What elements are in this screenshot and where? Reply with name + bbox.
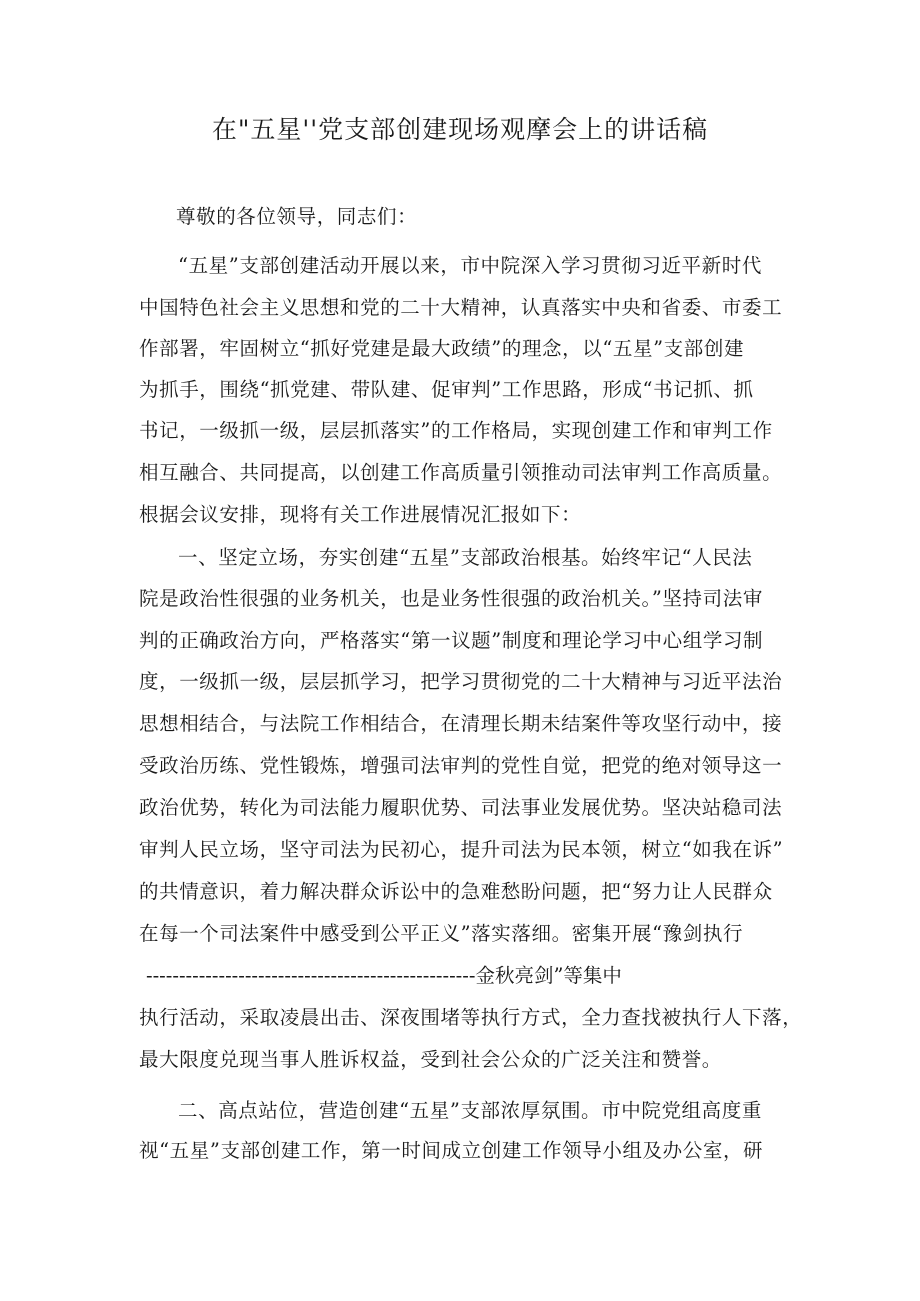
body-line: “五星”支部创建活动开展以来，市中院深入学习贯彻习近平新时代	[178, 254, 762, 277]
body-line: 执行活动，采取凌晨出击、深夜围堵等执行方式，全力查找被执行人下落，	[139, 1006, 803, 1029]
body-line: 一、坚定立场，夯实创建“五星”支部政治根基。始终牢记“人民法	[178, 546, 753, 569]
body-line: 最大限度兑现当事人胜诉权益，受到社会公众的广泛关注和赞誉。	[139, 1048, 722, 1071]
document-title: 在"五星''党支部创建现场观摩会上的讲话稿	[211, 115, 709, 144]
body-line: 度，一级抓一级，层层抓学习，把学习贯彻党的二十大精神与习近平法治	[139, 670, 783, 693]
body-line: 根据会议安排，现将有关工作进展情况汇报如下：	[139, 503, 582, 526]
body-line: --------------------------------------------------金秋亮剑”等集中	[146, 964, 622, 987]
body-line: 在每一个司法案件中感受到公平正义”落实落细。密集开展“豫剑执行	[139, 922, 744, 945]
salutation-line: 尊敬的各位领导，同志们：	[176, 205, 418, 228]
body-line: 院是政治性很强的业务机关，也是业务性很强的政治机关。”坚持司法审	[139, 587, 763, 610]
body-line: 作部署，牢固树立“抓好党建是最大政绩”的理念，以“五星”支部创建	[139, 337, 745, 360]
body-line: 思想相结合，与法院工作相结合，在清理长期未结案件等攻坚行动中，接	[139, 712, 783, 735]
body-line: 书记，一级抓一级，层层抓落实”的工作格局，实现创建工作和审判工作	[139, 419, 773, 442]
body-line: 为抓手，围绕“抓党建、带队建、促审判”工作思路，形成“书记抓、抓	[139, 378, 754, 401]
body-line: 政治优势，转化为司法能力履职优势、司法事业发展优势。坚决站稳司法	[139, 796, 783, 819]
body-line: 的共情意识，着力解决群众诉讼中的急难愁盼问题，把“努力让人民群众	[139, 880, 773, 903]
body-line: 判的正确政治方向，严格落实“第一议题”制度和理论学习中心组学习制	[139, 629, 764, 652]
body-line: 相互融合、共同提高，以创建工作高质量引领推动司法审判工作高质量。	[139, 461, 783, 484]
body-line: 中国特色社会主义思想和党的二十大精神，认真落实中央和省委、市委工	[139, 296, 783, 319]
body-line: 视“五星”支部创建工作，第一时间成立创建工作领导小组及办公室，研	[139, 1139, 764, 1162]
body-line: 受政治历练、党性锻炼，增强司法审判的党性自觉，把党的绝对领导这一	[139, 754, 783, 777]
body-line: 审判人民立场，坚守司法为民初心，提升司法为民本领，树立“如我在诉”	[139, 838, 784, 861]
body-line: 二、高点站位，营造创建“五星”支部浓厚氛围。市中院党组高度重	[178, 1099, 762, 1122]
